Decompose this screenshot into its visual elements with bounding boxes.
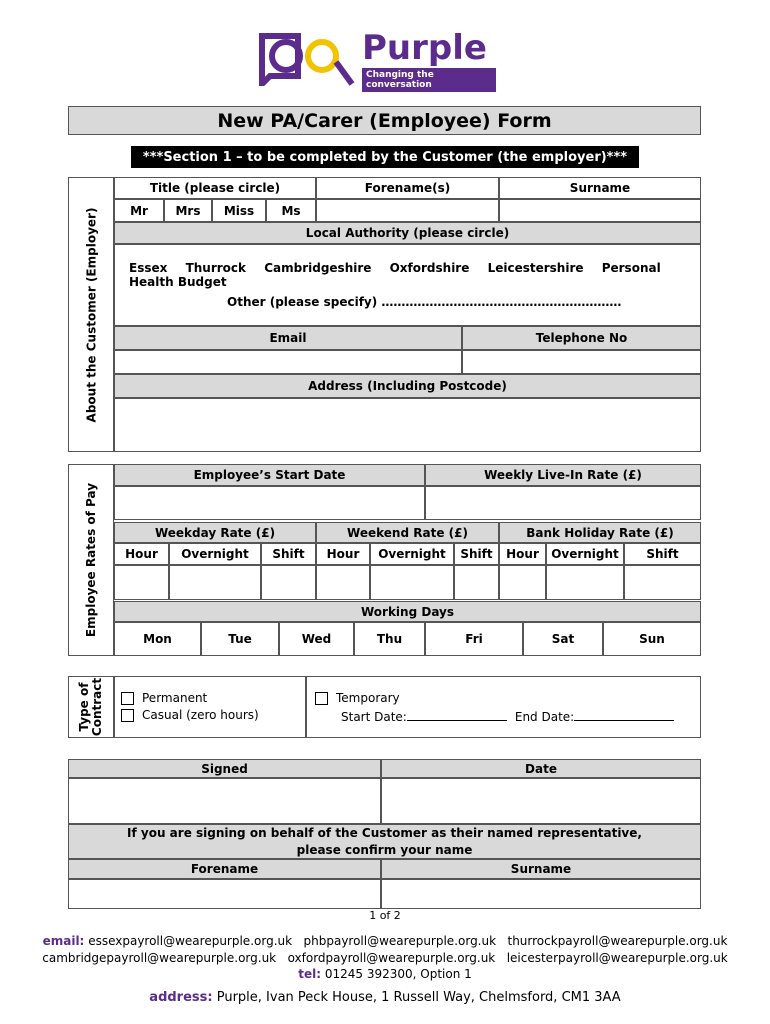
day-thu[interactable]: Thu xyxy=(354,622,425,656)
title-option-ms[interactable]: Ms xyxy=(266,199,316,222)
casual-checkbox[interactable] xyxy=(121,709,134,722)
weekday-shift-field[interactable] xyxy=(261,565,316,600)
title-option-mrs[interactable]: Mrs xyxy=(164,199,212,222)
tel-label: tel: xyxy=(298,967,322,981)
local-authority-header: Local Authority (please circle) xyxy=(114,222,701,244)
address-header: Address (Including Postcode) xyxy=(114,374,701,398)
footer-emails-1 xyxy=(0,934,770,948)
live-in-rate-field[interactable] xyxy=(425,486,701,520)
day-tue[interactable]: Tue xyxy=(201,622,279,656)
rep-forename-field[interactable] xyxy=(68,879,381,909)
address-label: address: xyxy=(149,990,213,1005)
bank-holiday-shift-label: Shift xyxy=(624,543,701,565)
bank-holiday-shift-field[interactable] xyxy=(624,565,701,600)
telephone-header: Telephone No xyxy=(462,326,701,350)
temp-end-date-field[interactable] xyxy=(574,708,674,721)
footer-tel xyxy=(0,967,770,981)
day-sun[interactable]: Sun xyxy=(603,622,701,656)
day-fri[interactable]: Fri xyxy=(425,622,523,656)
weekend-hour-label: Hour xyxy=(316,543,370,565)
email-label: email: xyxy=(42,934,85,948)
la-personal-health-budget[interactable]: Personal Health Budget xyxy=(129,261,661,289)
form-title: New PA/Carer (Employee) Form xyxy=(68,106,701,135)
weekday-overnight-label: Overnight xyxy=(169,543,261,565)
live-in-rate-header: Weekly Live-In Rate (£) xyxy=(425,464,701,486)
page-number: 1 of 2 xyxy=(369,909,401,922)
temp-end-date-label: End Date: xyxy=(514,710,575,724)
start-date-header: Employee’s Start Date xyxy=(114,464,425,486)
temp-start-date-field[interactable] xyxy=(407,708,507,721)
telephone-field[interactable] xyxy=(462,350,701,374)
weekend-shift-field[interactable] xyxy=(454,565,499,600)
behalf-notice-line1: If you are signing on behalf of the Customer as their named representative, xyxy=(127,825,642,840)
la-oxfordshire[interactable]: Oxfordshire xyxy=(389,261,470,275)
rep-surname-header: Surname xyxy=(381,859,701,879)
weekend-overnight-field[interactable] xyxy=(370,565,454,600)
bank-holiday-hour-field[interactable] xyxy=(499,565,546,600)
contract-side-label: Type of Contract xyxy=(68,676,114,738)
rates-side-label: Employee Rates of Pay xyxy=(68,464,114,656)
contract-right-options xyxy=(306,676,701,738)
rep-surname-field[interactable] xyxy=(381,879,701,909)
casual-label: Casual (zero hours) xyxy=(142,708,259,722)
forename-field[interactable] xyxy=(316,199,499,222)
address-field[interactable] xyxy=(114,398,701,452)
temporary-checkbox[interactable] xyxy=(315,692,328,705)
contract-left-options xyxy=(114,676,306,738)
footer-address xyxy=(0,990,770,1005)
surname-field[interactable] xyxy=(499,199,701,222)
weekday-hour-label: Hour xyxy=(114,543,169,565)
forename-header: Forename(s) xyxy=(316,177,499,199)
signature-date-field[interactable] xyxy=(381,778,701,824)
weekend-rate-header: Weekend Rate (£) xyxy=(316,522,499,543)
day-sat[interactable]: Sat xyxy=(523,622,603,656)
weekday-shift-label: Shift xyxy=(261,543,316,565)
bank-holiday-rate-header: Bank Holiday Rate (£) xyxy=(499,522,701,543)
signed-header: Signed xyxy=(68,759,381,778)
address-value: Purple, Ivan Peck House, 1 Russell Way, Chelmsford, CM1 3AA xyxy=(216,990,621,1005)
working-days-header: Working Days xyxy=(114,601,701,622)
footer-emails-2: cambridgepayroll@wearepurple.org.uk oxfordpayroll@wearepurple.org.uk leicesterpayroll@wearepurple.org.uk xyxy=(42,951,728,965)
logo-wordmark: Purple xyxy=(362,28,487,68)
la-cambridgeshire[interactable]: Cambridgeshire xyxy=(264,261,372,275)
weekend-overnight-label: Overnight xyxy=(370,543,454,565)
bank-holiday-overnight-label: Overnight xyxy=(546,543,624,565)
customer-side-label: About the Customer (Employer) xyxy=(68,177,114,452)
start-date-field[interactable] xyxy=(114,486,425,520)
bank-holiday-overnight-field[interactable] xyxy=(546,565,624,600)
signature-field[interactable] xyxy=(68,778,381,824)
weekday-rate-header: Weekday Rate (£) xyxy=(114,522,316,543)
la-other-specify[interactable]: Other (please specify) …………………………………………………… xyxy=(227,295,622,309)
permanent-label: Permanent xyxy=(142,691,208,705)
day-wed[interactable]: Wed xyxy=(279,622,354,656)
weekday-hour-field[interactable] xyxy=(114,565,169,600)
emails-line1: essexpayroll@wearepurple.org.uk phbpayroll@wearepurple.org.uk thurrockpayroll@wearepurple.org.uk xyxy=(88,934,728,948)
weekend-hour-field[interactable] xyxy=(316,565,370,600)
logo-mark-icon xyxy=(256,28,356,86)
section1-banner: ***Section 1 – to be completed by the Customer (the employer)*** xyxy=(131,146,639,168)
la-thurrock[interactable]: Thurrock xyxy=(185,261,247,275)
behalf-notice xyxy=(68,824,701,859)
la-leicestershire[interactable]: Leicestershire xyxy=(487,261,584,275)
temp-start-date-label: Start Date: xyxy=(341,710,407,724)
weekday-overnight-field[interactable] xyxy=(169,565,261,600)
la-essex[interactable]: Essex xyxy=(129,261,168,275)
title-option-mr[interactable]: Mr xyxy=(114,199,164,222)
day-mon[interactable]: Mon xyxy=(114,622,201,656)
date-header: Date xyxy=(381,759,701,778)
title-option-miss[interactable]: Miss xyxy=(212,199,266,222)
purple-logo xyxy=(256,28,506,90)
title-header: Title (please circle) xyxy=(114,177,316,199)
weekend-shift-label: Shift xyxy=(454,543,499,565)
tel-value: 01245 392300, Option 1 xyxy=(324,967,472,981)
email-header: Email xyxy=(114,326,462,350)
bank-holiday-hour-label: Hour xyxy=(499,543,546,565)
email-field[interactable] xyxy=(114,350,462,374)
surname-header: Surname xyxy=(499,177,701,199)
permanent-checkbox[interactable] xyxy=(121,692,134,705)
behalf-notice-line2: please confirm your name xyxy=(296,842,473,857)
temporary-label: Temporary xyxy=(336,691,400,705)
rep-forename-header: Forename xyxy=(68,859,381,879)
logo-tagline: Changing the conversation xyxy=(362,68,496,92)
local-authority-options xyxy=(114,244,701,326)
